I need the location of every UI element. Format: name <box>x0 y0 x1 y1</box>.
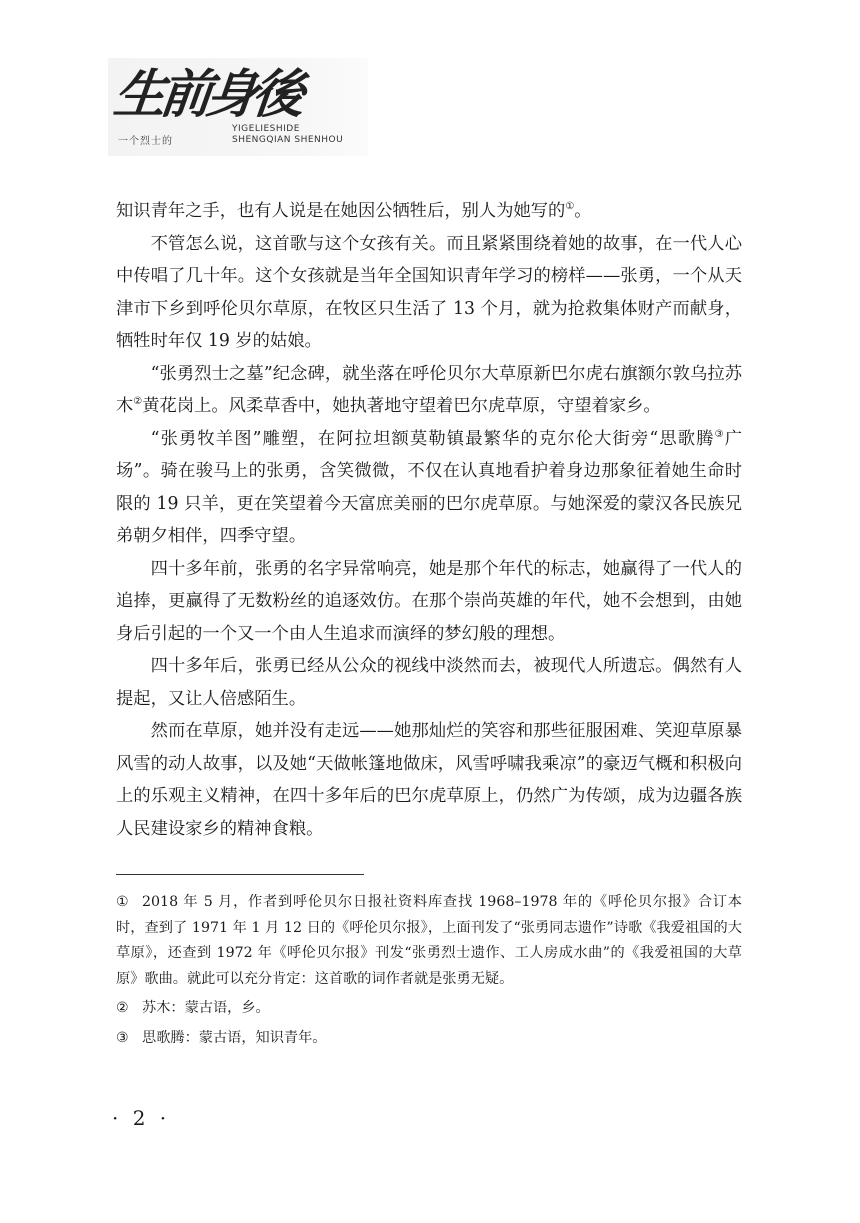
footnote-mark-1: ① <box>116 894 129 910</box>
footnote-1 <box>116 890 742 992</box>
footnote-ref-2: ② <box>133 396 143 408</box>
footnote-mark-2: ② <box>116 1000 129 1017</box>
paragraph-6: 四十多年后，张勇已经从公众的视线中淡然而去，被现代人所遗忘。偶然有人提起，又让人倍感陌生。 <box>116 656 742 709</box>
paragraph-4: “张勇牧羊图”雕塑，在阿拉坦额莫勒镇最繁华的克尔伦大街旁“思歌腾③广场”。骑在骏马上的张勇，含笑微微，不仅在认真地看护着身边那象征着她生命时限的 19 只羊，更在笑望着今天富庶美丽的巴尔虎草原。与她深爱的蒙汉各民族兄弟朝夕相伴，四季守望。 <box>116 428 742 546</box>
paragraph-3: “张勇烈士之墓”纪念碑，就坐落在呼伦贝尔大草原新巴尔虎右旗额尔敦乌拉苏木②黄花岗上。风柔草香中，她执著地守望着巴尔虎草原，守望着家乡。 <box>116 363 742 416</box>
footnote-ref-1: ① <box>565 201 575 213</box>
footnote-3 <box>116 1026 742 1052</box>
paragraph-2: 不管怎么说，这首歌与这个女孩有关。而且紧紧围绕着她的故事，在一代人心中传唱了几十年。这个女孩就是当年全国知识青年学习的榜样——张勇，一个从天津市下乡到呼伦贝尔草原，在牧区只生活了 13 个月，就为抢救集体财产而献身，牺牲时年仅 19 岁的姑娘。 <box>116 233 742 351</box>
footnote-text-2: 苏木：蒙古语，乡。 <box>142 1000 270 1017</box>
paragraph-1: 知识青年之手，也有人说是在她因公牺牲后，别人为她写的①。 <box>116 201 592 221</box>
body-text <box>116 195 742 845</box>
footnote-ref-3: ③ <box>714 428 725 440</box>
logo-subtitle: 一个烈士的 <box>118 136 173 147</box>
page-number: · 2 · <box>112 1106 171 1130</box>
logo-title: 生前身後 <box>110 64 302 125</box>
logo-pinyin <box>232 124 343 146</box>
footnote-2 <box>116 996 742 1022</box>
footnote-divider <box>116 874 364 875</box>
footnote-text-1: 2018 年 5 月，作者到呼伦贝尔日报社资料库查找 1968–1978 年的《呼伦贝尔报》合订本时，查到了 1971 年 1 月 12 日的《呼伦贝尔报》，上面刊发了“张勇同志遗作”诗歌《我爱祖国的大草原》，还查到 1972 年《呼伦贝尔报》刊发“张勇烈士遗作、工人房成水曲”的《我爱祖国的大草原》歌曲。就此可以充分肯定：这首歌的词作者就是张勇无疑。 <box>116 894 742 987</box>
book-logo <box>108 58 368 156</box>
footnotes <box>116 890 742 1056</box>
paragraph-5: 四十多年前，张勇的名字异常响亮，她是那个年代的标志，她赢得了一代人的追捧，更赢得了无数粉丝的追逐效仿。在那个崇尚英雄的年代，她不会想到，由她身后引起的一个又一个由人生追求而演绎的梦幻般的理想。 <box>116 558 742 644</box>
footnote-text-3: 思歌腾：蒙古语，知识青年。 <box>142 1029 327 1046</box>
paragraph-7: 然而在草原，她并没有走远——她那灿烂的笑容和那些征服困难、笑迎草原暴风雪的动人故事，以及她“天做帐篷地做床，风雪呼啸我乘凉”的豪迈气概和积极向上的乐观主义精神，在四十多年后的巴尔虎草原上，仍然广为传颂，成为边疆各族人民建设家乡的精神食粮。 <box>116 721 742 839</box>
footnote-mark-3: ③ <box>116 1029 129 1046</box>
logo-pinyin-line-1: YIGELIESHIDE <box>232 124 300 134</box>
logo-pinyin-line-2: SHENGQIAN SHENHOU <box>232 135 344 145</box>
